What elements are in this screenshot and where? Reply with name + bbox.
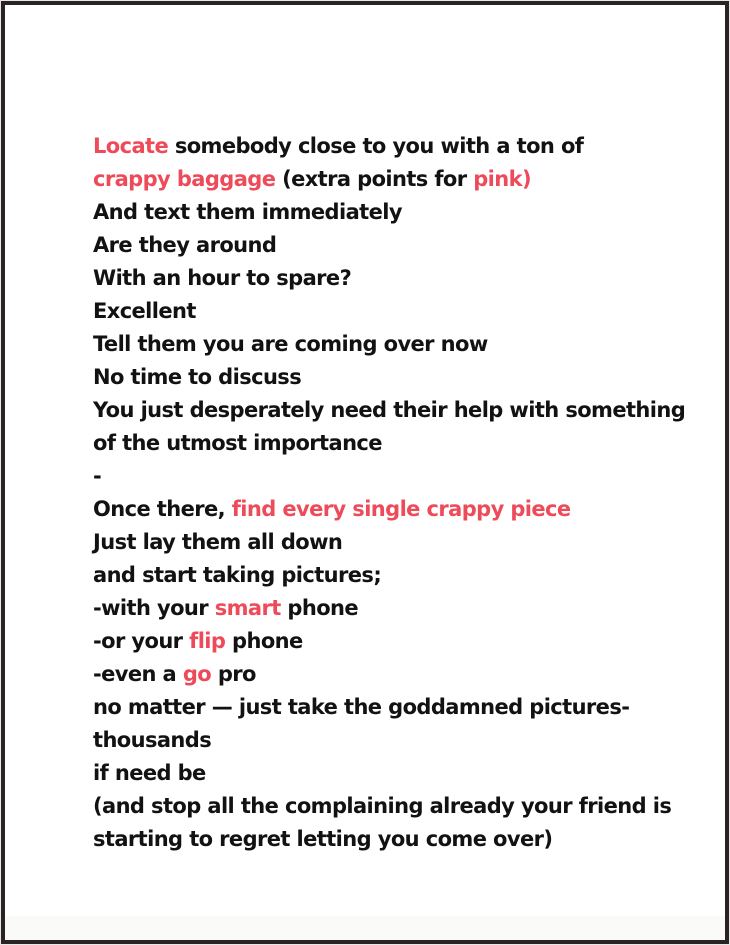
text-segment: of the utmost importance — [93, 431, 382, 455]
text-segment: Are they around — [93, 233, 277, 257]
text-segment: Tell them you are coming over now — [93, 332, 488, 356]
text-segment: You just desperately need their help with something — [93, 398, 686, 422]
text-segment: starting to regret letting you come over) — [93, 827, 553, 851]
highlighted-text: pink) — [473, 167, 531, 191]
poem-line — [93, 328, 685, 361]
poem-line — [93, 526, 685, 559]
poem-line — [93, 592, 685, 625]
poem-line — [93, 262, 685, 295]
poem-line — [93, 163, 685, 196]
highlighted-text: smart — [214, 596, 281, 620]
page-frame — [1, 1, 729, 944]
poem-text — [93, 130, 685, 856]
poem-line — [93, 757, 685, 790]
poem-line — [93, 394, 685, 427]
text-segment: (and stop all the complaining already your friend is — [93, 794, 672, 818]
highlighted-text: find every single crappy piece — [231, 497, 571, 521]
poem-line — [93, 229, 685, 262]
text-segment: phone — [280, 596, 359, 620]
poem-line — [93, 823, 685, 856]
text-segment: Just lay them all down — [93, 530, 343, 554]
highlighted-text: go — [182, 662, 212, 686]
text-segment: no matter — just take the goddamned pictures- — [93, 695, 630, 719]
text-segment: Once there, — [93, 497, 232, 521]
text-segment: -with your — [93, 596, 215, 620]
text-segment: - — [93, 464, 102, 488]
poem-line — [93, 559, 685, 592]
poem-line — [93, 295, 685, 328]
poem-line — [93, 658, 685, 691]
highlighted-text: crappy baggage — [93, 167, 276, 191]
highlighted-text: Locate — [93, 134, 169, 158]
poem-line — [93, 691, 685, 724]
text-segment: No time to discuss — [93, 365, 302, 389]
poem-line — [93, 493, 685, 526]
text-segment: (extra points for — [275, 167, 474, 191]
text-segment: pro — [211, 662, 256, 686]
poem-line — [93, 790, 685, 823]
text-segment: thousands — [93, 728, 212, 752]
text-segment: if need be — [93, 761, 206, 785]
highlighted-text: flip — [189, 629, 226, 653]
text-segment: somebody close to you with a ton of — [168, 134, 584, 158]
text-segment: With an hour to spare? — [93, 266, 352, 290]
poem-line — [93, 196, 685, 229]
poem-line — [93, 427, 685, 460]
poem-line — [93, 460, 685, 493]
text-segment: -even a — [93, 662, 183, 686]
poem-line — [93, 625, 685, 658]
page-bottom-edge — [5, 916, 725, 940]
text-segment: and start taking pictures; — [93, 563, 382, 587]
poem-line — [93, 130, 685, 163]
poem-line — [93, 361, 685, 394]
text-segment: phone — [225, 629, 303, 653]
text-segment: And text them immediately — [93, 200, 402, 224]
text-segment: Excellent — [93, 299, 196, 323]
text-segment: -or your — [93, 629, 190, 653]
poem-line — [93, 724, 685, 757]
